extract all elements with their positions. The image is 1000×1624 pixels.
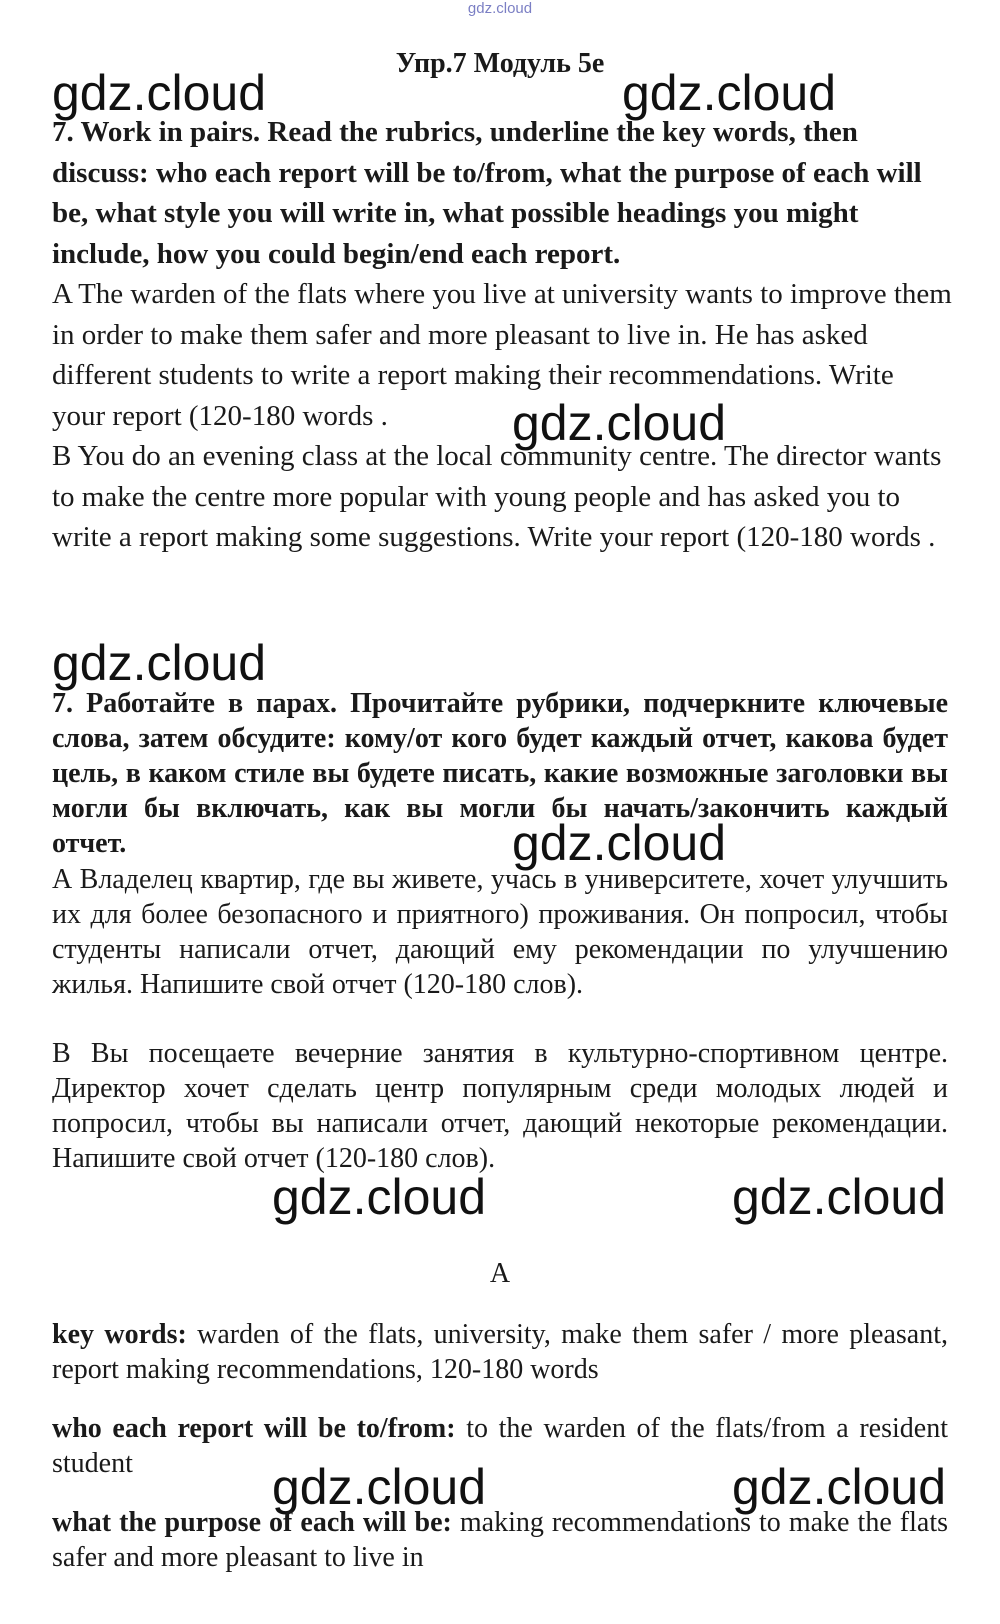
answer-label: key words: — [52, 1319, 187, 1350]
answer-purpose — [52, 1506, 948, 1575]
answer-text: making recommendations to make the flats safer and more pleasant to live in — [52, 1507, 948, 1573]
top-watermark: gdz.cloud — [467, 0, 533, 17]
english-task: 7. Work in pairs. Read the rubrics, underline the key words, then discuss: who each report will be to/from, what the purpose of each will be, what style you will write in, what possible headings you might include, how you could begin/end each report. — [52, 116, 922, 270]
russian-task: 7. Работайте в парах. Прочитайте рубрики, подчеркните ключевые слова, затем обсудите: кому/от кого будет каждый отчет, какова будет цель, в каком стиле вы будете писать, какие возможные заголовки вы могли бы включать, как вы могли бы начать/закончить каждый отчет. — [52, 688, 948, 859]
watermark: gdz.cloud — [52, 65, 267, 121]
watermark: gdz.cloud — [622, 65, 837, 121]
watermark: gdz.cloud — [272, 1459, 487, 1515]
answer-label: what the purpose of each will be: — [52, 1507, 452, 1538]
english-rubric-a: A The warden of the flats where you live at university wants to improve them in order to make them safer and more pleasant to live in. He has asked different students to write a report making their recommendations. Write your report (120-180 words . — [52, 278, 952, 432]
watermark: gdz.cloud — [512, 815, 727, 871]
answer-section-letter: A — [489, 1258, 511, 1289]
russian-rubric-b: В Вы посещаете вечерние занятия в культурно-спортивном центре. Директор хочет сделать центр популярным среди молодых людей и попросил, чтобы вы написали отчет, дающий некоторые рекомендации. Напишите свой отчет (120-180 слов). — [52, 1038, 948, 1174]
answer-key-words — [52, 1318, 948, 1387]
russian-rubric-a: А Владелец квартир, где вы живете, учась в университете, хочет улучшить их для более безопасного и приятного) проживания. Он попросил, чтобы студенты написали отчет, дающий ему рекомендации по улучшению жилья. Напишите свой отчет (120-180 слов). — [52, 864, 948, 1000]
page-title: Упр.7 Модуль 5е — [395, 48, 605, 79]
watermark: gdz.cloud — [52, 635, 267, 691]
answer-to-from — [52, 1412, 948, 1481]
watermark: gdz.cloud — [272, 1169, 487, 1225]
answer-label: who each report will be to/from: — [52, 1413, 456, 1444]
answer-text: warden of the flats, university, make them safer / more pleasant, report making recommendations, 120-180 words — [52, 1319, 948, 1385]
watermark: gdz.cloud — [512, 395, 727, 451]
answer-text: to the warden of the flats/from a resident student — [52, 1413, 948, 1479]
watermark: gdz.cloud — [732, 1459, 947, 1515]
english-rubric-b: B You do an evening class at the local community centre. The director wants to make the centre more popular with young people and has asked you to write a report making some suggestions. Write your report (120-180 words . — [52, 440, 942, 553]
watermark: gdz.cloud — [732, 1169, 947, 1225]
